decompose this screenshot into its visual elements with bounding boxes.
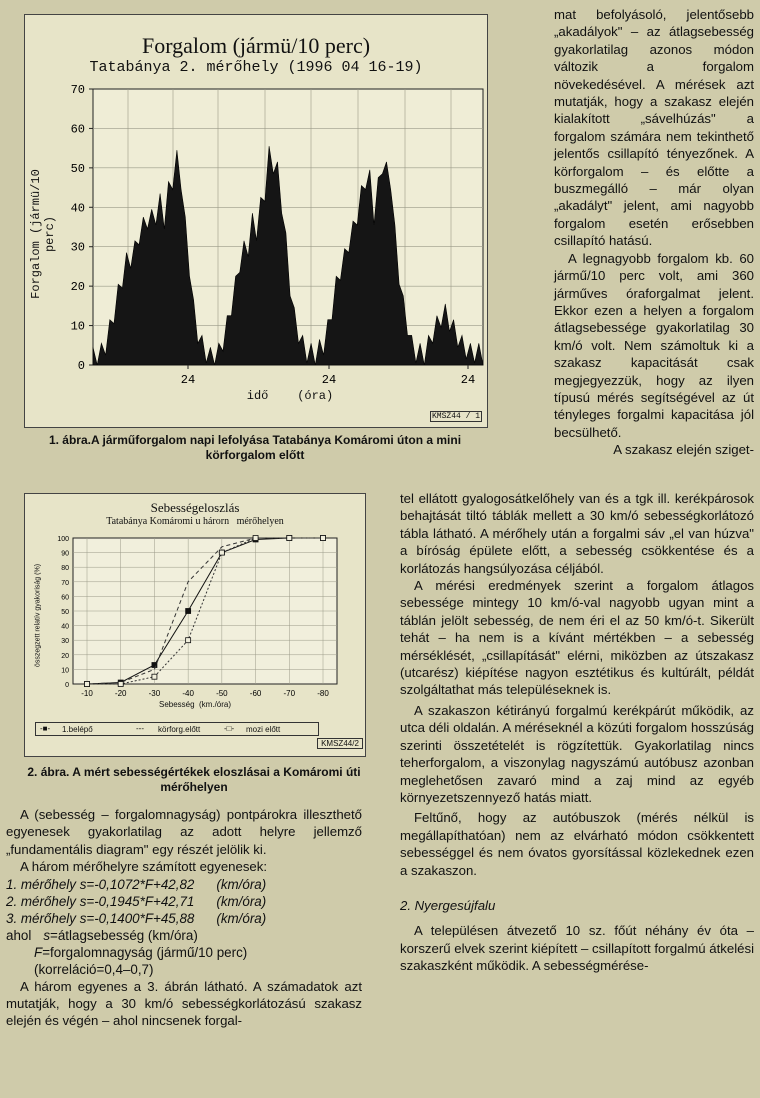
x-tick-label-1: -20 (114, 689, 127, 698)
x-tick-label-7: -80 (317, 689, 329, 698)
definition-s-symbol: s (43, 927, 51, 943)
series-3-point-7 (321, 536, 326, 541)
definition-ahol: ahol (6, 927, 32, 943)
equation-3-unit: (km/óra) (216, 910, 267, 926)
y-tick-label-10: 100 (57, 536, 69, 543)
series-3-point-6 (287, 536, 292, 541)
right-bottom-paragraph-4: Feltűnő, hogy az autóbuszok (mérés nélkül is megállapíthatóan) nem az elvárható módon csökkentett sebességgel és nem óvatos gyorsítással közlekednek ezen a szakaszon. (400, 810, 754, 878)
figure-1 (24, 14, 488, 428)
section-heading: 2. Nyergesújfalu (400, 897, 496, 913)
figure-1-caption: 1. ábra.A járműforgalom napi lefolyása Tatabánya Komáromi úton a mini körforgalom előtt (48, 433, 462, 462)
figure-1-xlabel: idő (óra) (246, 389, 334, 403)
right-top-paragraph-3: A szakasz elején sziget- (613, 442, 754, 458)
figure-2-title: Sebességeloszlás (150, 500, 240, 515)
equation-1-formula: s=-0,1072*F+42,82 (79, 876, 195, 892)
x-tick-label-6: -70 (283, 689, 296, 698)
legend-series-3-marker: -□- (224, 724, 235, 733)
equation-3-label: 3. mérőhely (6, 910, 76, 926)
figure-1-ylabel: Forgalom (jármü/10 perc) (29, 169, 57, 299)
y-tick-label-2: 20 (70, 280, 85, 295)
legend-series-2: körforg.előtt (158, 725, 201, 734)
figure-2 (24, 493, 366, 757)
series-1-point-2 (152, 663, 157, 668)
figure-2-ylabel: összegzett relatív gyakoriság (%) (34, 563, 42, 668)
x-tick-label-4: -50 (216, 689, 228, 698)
series-3-point-5 (253, 536, 258, 541)
right-column-top (554, 6, 754, 459)
equation-1-unit: (km/óra) (216, 876, 267, 892)
left-paragraph-1: A (sebesség – forgalomnagyság) pontpárokra illeszthető egyenesek gyakorlatilag az adott helyre jellemző „fundamentális diagram" egy részét jelölik ki. (6, 807, 362, 857)
y-tick-label-9: 90 (61, 550, 69, 558)
definition-s (6, 927, 362, 944)
definition-correlation: (korreláció=0,4–0,7) (34, 961, 154, 977)
y-tick-label-0: 0 (65, 682, 69, 689)
y-tick-label-1: 10 (70, 319, 85, 334)
y-tick-label-6: 60 (61, 594, 69, 602)
equation-3-formula: s=-0,1400*F+45,88 (79, 910, 195, 926)
right-top-paragraph-2: A legnagyobb forgalom kb. 60 jármű/10 perc volt, ami 360 járműves óraforgalmat jelent. Ekkor ezen a helyen a forgalom átlagsebessége gyakorlatilag 30 km/ó volt. Nem számoltuk ki a szakasz kapacitását csak megjegyezzük, hogy az ilyen típusú mérés segítségével az út tényleges forgalmi kapacitása jól becsülhető. (554, 250, 754, 440)
left-paragraph-2: A három mérőhelyre számított egyenesek: (20, 859, 268, 875)
equation-2-formula: s=-0,1945*F+42,71 (79, 893, 195, 909)
x-tick-label-3: -40 (182, 689, 194, 698)
legend-series-1-marker: -■- (40, 724, 51, 733)
figure-1-chart (25, 15, 487, 427)
x-tick-label-1: 24 (321, 373, 337, 387)
right-column-bottom (400, 490, 754, 975)
series-3-point-4 (219, 550, 224, 555)
figure-1-code: KMSZ44 / 1 (431, 412, 480, 421)
right-bottom-paragraph-1: tel ellátott gyalogosátkelőhely van és a tgk ill. kerékpárosok behajtását tiltó táblák mellett a 30 km/ó sebességkorlátozó tábla látható. A mérőhely után a forgalmi sáv „el van húzva" a bíróság épülete előtt, a sebesség csökkentése és a korlátozás hangsúlyozása céljából. (400, 491, 754, 576)
figure-2-xlabel: Sebesség (km./óra) (158, 700, 232, 709)
x-tick-label-2: 24 (460, 373, 476, 387)
legend-series-3: mozi előtt (246, 725, 281, 734)
y-tick-label-8: 80 (61, 565, 69, 573)
x-tick-label-2: -30 (148, 689, 161, 698)
y-tick-label-4: 40 (70, 201, 85, 216)
left-column-text (6, 806, 362, 1030)
y-tick-label-2: 20 (61, 652, 69, 660)
x-tick-label-5: -60 (249, 689, 262, 698)
series-3-point-2 (152, 674, 157, 679)
right-bottom-paragraph-2: A mérési eredmények szerint a forgalom átlagos sebessége mintegy 10 km/ó-val nagyobb ugyan mint a táblán jelölt sebesség, de nem éri el az 50 km/ó-t. Sikerült tehát – ha nem is a kívánt mértékben – a sebesség mérséklését, „csillapítását" elérni, miközben az útszakasz (utcarész) kiépítése nagyon esztétikus és kultúrált, példát szolgáltathat más településeknek is. (400, 578, 754, 698)
right-bottom-paragraph-3: A szakaszon kétirányú forgalmú kerékpárút működik, az utca déli oldalán. A méréseknél a közúti forgalom hosszúság szerinti összetételét is rögzítettük. Gyakorlatilag nincs teherforgalom, a viszonylag nagyszámú autóbusz azonban meglehetősen zavaró mind a zaj mind az egyéb környezetszennyező hatás miatt. (400, 702, 754, 805)
y-tick-label-7: 70 (61, 579, 69, 587)
right-top-paragraph-1: mat befolyásoló, jelentősebb „akadályok" – az átlagsebesség gyakorlatilag azonos módon változik a forgalom növekedésével. A mérések azt mutatják, hogy a szakasz elején kialakított „sávelhúzás" a forgalom számára nem tekinthető jelentős csillapító tényezőnek. A körforgalom – és előtte a buszmegálló – már olyan „akadályt" jelent, ami nagyobb forgalom esetén erősebben csillapító hatású. (554, 7, 754, 249)
y-tick-label-3: 30 (70, 240, 85, 255)
equation-2-label: 2. mérőhely (6, 893, 76, 909)
figure-1-title: Forgalom (jármü/10 perc) (141, 33, 371, 58)
left-paragraph-3: A három egyenes a 3. ábrán látható. A számadatok azt mutatják, hogy a 30 km/ó sebességkorlátozású szakasz elején és végén – ahol nincsenek forgal- (6, 978, 362, 1029)
x-tick-label-0: 24 (180, 373, 196, 387)
equation-2-unit: (km/óra) (216, 893, 267, 909)
definition-f-text: =forgalomnagyság (jármű/10 perc) (42, 944, 248, 960)
figure-2-subtitle: Tatabánya Komáromi u hárorn mérőhelyen (106, 516, 284, 527)
legend-series-1: 1.belépő (62, 725, 93, 734)
y-tick-label-5: 50 (61, 609, 69, 616)
y-tick-label-7: 70 (70, 83, 85, 97)
equation-1-label: 1. mérőhely (6, 876, 76, 892)
equation-1 (6, 876, 362, 893)
y-tick-label-6: 60 (70, 122, 85, 137)
y-tick-label-1: 10 (61, 667, 69, 675)
equation-3 (6, 910, 362, 927)
series-3-point-0 (85, 682, 90, 687)
figure-2-code: KMSZ44/2 (317, 738, 363, 749)
section-paragraph: A településen átvezető 10 sz. főút néhány év óta – korszerű elvek szerint kiépített – csillapított forgalmú átkelési szakaszként működik. A sebességmérése- (400, 923, 755, 974)
series-1-point-3 (186, 609, 191, 614)
figure-2-legend (35, 722, 319, 736)
y-tick-label-0: 0 (77, 359, 85, 373)
series-3-point-3 (186, 638, 191, 643)
y-tick-label-3: 30 (61, 638, 69, 646)
y-tick-label-4: 40 (61, 623, 69, 631)
equation-2 (6, 893, 362, 910)
figure-2-caption: 2. ábra. A mért sebességértékek eloszlásai a Komáromi úti mérőhelyen (27, 765, 361, 794)
x-tick-label-0: -10 (81, 689, 93, 698)
figure-2-chart (25, 494, 365, 756)
legend-series-2-marker: --- (136, 724, 144, 733)
definition-s-text: =átlagsebesség (km/óra) (50, 927, 198, 943)
figure-1-subtitle: Tatabánya 2. mérőhely (1996 04 16-19) (89, 59, 423, 76)
definition-f (6, 944, 362, 961)
series-3-point-1 (118, 682, 123, 687)
equation-list (6, 876, 362, 927)
y-tick-label-5: 50 (70, 161, 85, 176)
definition-f-symbol: F (34, 944, 43, 960)
